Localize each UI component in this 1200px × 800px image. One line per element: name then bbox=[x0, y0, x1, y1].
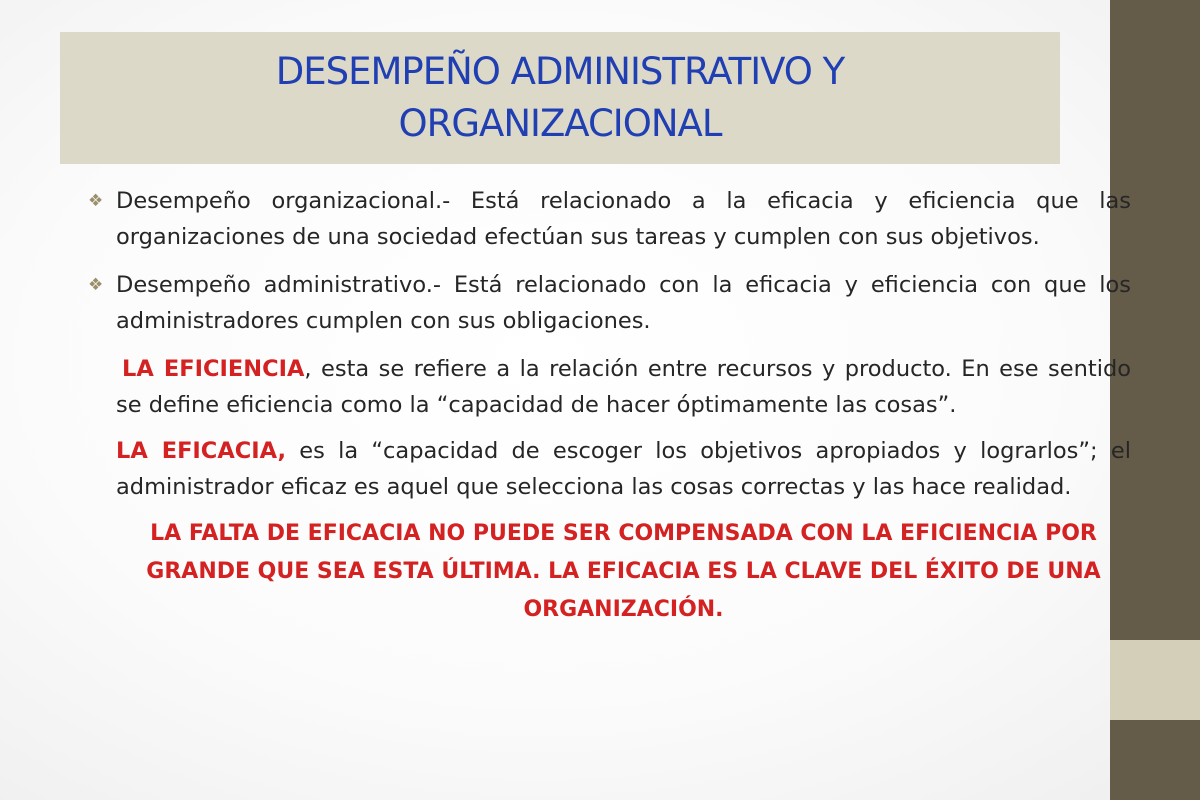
efficiency-definition bbox=[88, 351, 1131, 423]
conclusion-statement: LA FALTA DE EFICACIA NO PUEDE SER COMPENSADA CON LA EFICIENCIA POR GRANDE QUE SEA ESTA ÚLTIMA. LA EFICACIA ES LA CLAVE DEL ÉXITO DE UNA ORGANIZACIÓN. bbox=[146, 521, 1101, 622]
title-banner bbox=[60, 32, 1060, 164]
bullet-organizational-performance bbox=[88, 183, 1131, 255]
efficiency-term: LA EFICIENCIA bbox=[122, 356, 305, 382]
efficacy-definition bbox=[88, 433, 1131, 505]
slide-body bbox=[88, 183, 1131, 629]
efficacy-term: LA EFICACIA, bbox=[116, 438, 286, 464]
slide-title: DESEMPEÑO ADMINISTRATIVO Y ORGANIZACIONAL bbox=[275, 50, 845, 145]
efficacy-text: es la “capacidad de escoger los objetivos apropiados y lograrlos”; el administrador eficaz es aquel que selecciona las cosas correctas y las hace realidad. bbox=[116, 438, 1131, 500]
bullet-text: Desempeño administrativo.- Está relacionado con la eficacia y eficiencia con que los administradores cumplen con sus obligaciones. bbox=[116, 272, 1131, 334]
right-accent-block bbox=[1110, 640, 1200, 720]
bullet-administrative-performance bbox=[88, 267, 1131, 339]
bullet-text: Desempeño organizacional.- Está relacionado a la eficacia y eficiencia que las organizaciones de una sociedad efectúan sus tareas y cumplen con sus objetivos. bbox=[116, 188, 1131, 250]
four-diamond-bullet-icon: ❖ bbox=[88, 275, 104, 295]
four-diamond-bullet-icon: ❖ bbox=[88, 191, 104, 211]
efficiency-text: , esta se refiere a la relación entre recursos y producto. En ese sentido se define eficiencia como la “capacidad de hacer óptimamente las cosas”. bbox=[116, 356, 1131, 418]
